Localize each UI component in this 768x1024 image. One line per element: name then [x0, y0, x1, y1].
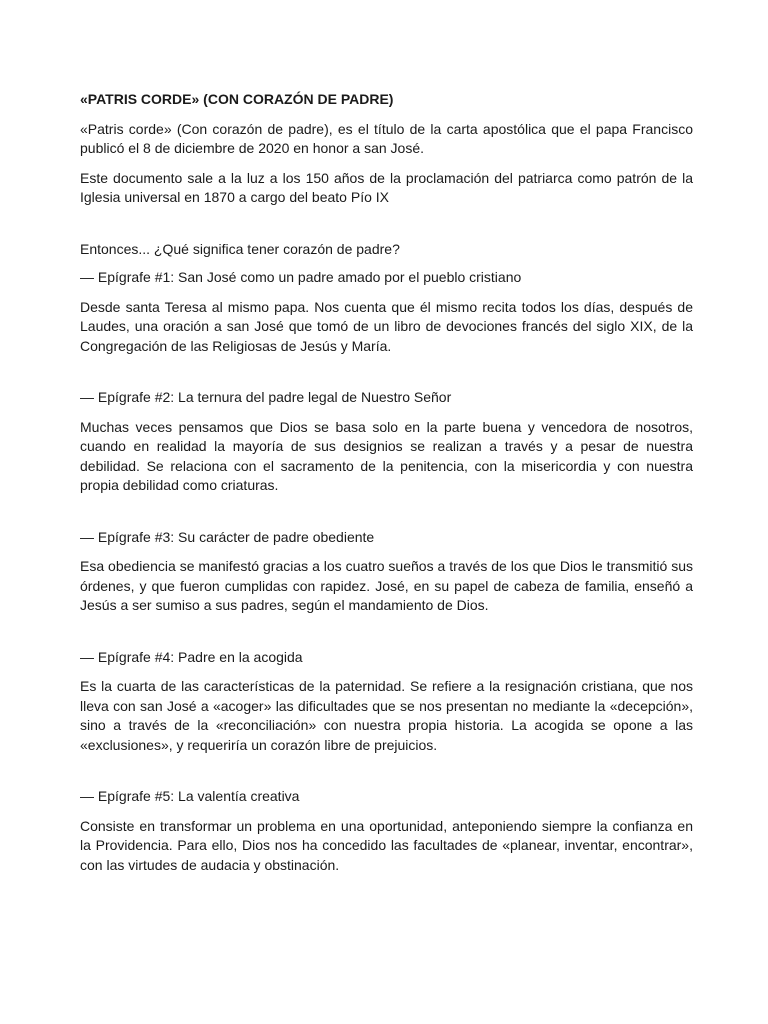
section-heading-3: — Epígrafe #3: Su carácter de padre obediente	[80, 528, 375, 545]
document-page	[80, 90, 693, 885]
section-heading-4: — Epígrafe #4: Padre en la acogida	[80, 648, 303, 665]
intro-paragraph-1: «Patris corde» (Con corazón de padre), es el título de la carta apostólica que el papa Francisco publicó el 8 de diciembre de 2020 en honor a san José.	[80, 120, 693, 156]
section-body-1: Desde santa Teresa al mismo papa. Nos cuenta que él mismo recita todos los días, después de Laudes, una oración a san José que tomó de un libro de devociones francés del siglo XIX, de la Congregación de las Religiosas de Jesús y María.	[80, 298, 693, 354]
section-body-3: Esa obediencia se manifestó gracias a los cuatro sueños a través de los que Dios le transmitió sus órdenes, y que fueron cumplidas con rapidez. José, en su papel de cabeza de familia, enseñó a Jesús a ser sumiso a sus padres, según el mandamiento de Dios.	[80, 558, 693, 613]
section-body-4: Es la cuarta de las características de la paternidad. Se refiere a la resignación cristiana, que nos lleva con san José a «acoger» las dificultades que se nos presentan no mediante la «decepción», sino a través de la «reconciliación» con nuestra propia historia. La acogida se opone a las «exclusiones», y requeriría un corazón libre de prejuicios.	[80, 678, 693, 753]
section-heading-2: — Epígrafe #2: La ternura del padre legal de Nuestro Señor	[80, 389, 452, 405]
section-body-2: Muchas veces pensamos que Dios se basa solo en la parte buena y vencedora de nosotros, cuando en realidad la mayoría de sus designios se realizan a través y a pesar de nuestra debilidad. Se relaciona con el sacramento de la penitencia, con la misericordia y con nuestra propia debilidad como criaturas.	[80, 418, 693, 493]
intro-paragraph-2: Este documento sale a la luz a los 150 años de la proclamación del patriarca como patrón de la Iglesia universal en 1870 a cargo del beato Pío IX	[80, 169, 693, 205]
question-line: Entonces... ¿Qué significa tener corazón de padre?	[80, 240, 400, 257]
document-title: «PATRIS CORDE» (CON CORAZÓN DE PADRE)	[80, 91, 394, 107]
section-heading-5: — Epígrafe #5: La valentía creativa	[80, 788, 300, 804]
section-heading-1: — Epígrafe #1: San José como un padre amado por el pueblo cristiano	[80, 269, 522, 285]
section-body-5: Consiste en transformar un problema en una oportunidad, anteponiendo siempre la confianza en la Providencia. Para ello, Dios nos ha concedido las facultades de «planear, inventar, encontrar», con las virtudes de audacia y obstinación.	[80, 817, 693, 873]
